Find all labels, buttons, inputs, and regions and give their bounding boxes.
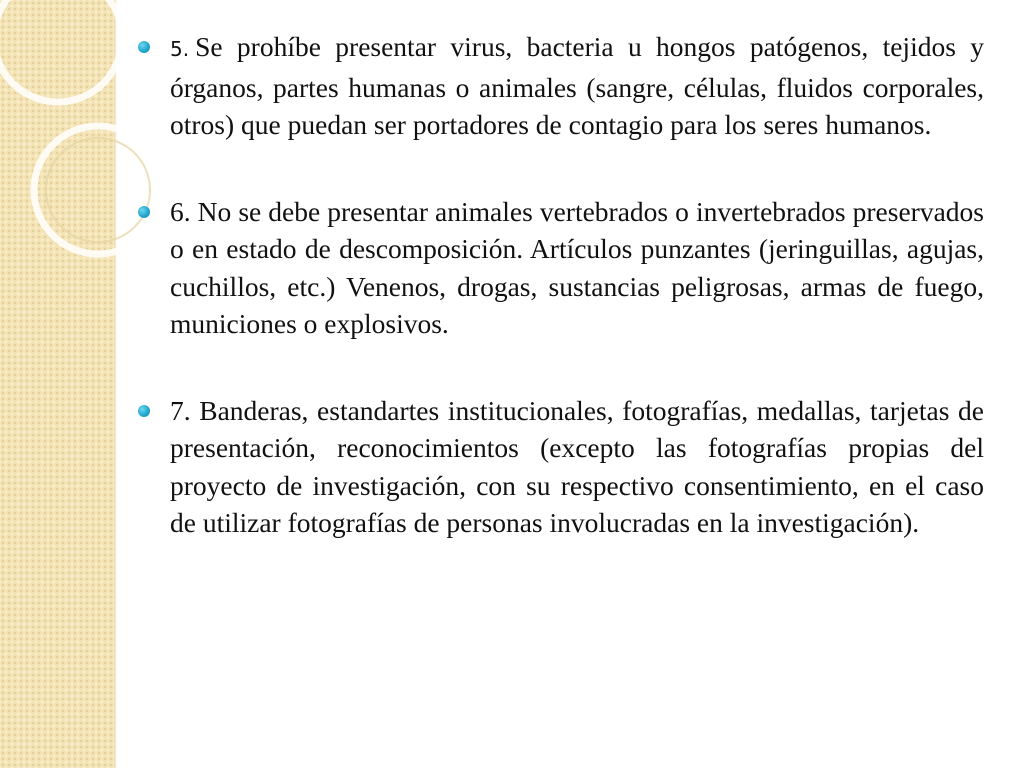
list-item-5 [138,28,984,144]
item-text: Se prohíbe presentar virus, bacteria u hongos patógenos, tejidos y órganos, partes humanas o animales (sangre, células, fluidos corporales, otros) que puedan ser portadores de contagio para los seres humanos. [170,31,984,140]
decorative-ring-large [0,0,122,102]
decorative-rings [0,0,140,300]
slide-content [138,28,984,542]
item-text: 7. Banderas, estandartes institucionales, fotografías, medallas, tarjetas de presentación, reconocimientos (excepto las fotografías propias del proyecto de investigación, con su respectivo consentimiento, en el caso de utilizar fotografías de personas involucradas en la investigación). [170,394,984,538]
item-text: 6. No se debe presentar animales vertebrados o invertebrados preservados o en estado de descomposición. Artículos punzantes (jeringuillas, agujas, cuchillos, etc.) Venenos, drogas, sustancias peligrosas, armas de fuego, municiones o explosivos. [170,195,984,339]
item-number: 5. [170,37,190,61]
bullet-dot-icon [138,41,150,53]
list-item-6 [138,193,984,343]
bullet-dot-icon [138,405,150,417]
decorative-ring-inner [46,138,150,242]
list-item-7 [138,392,984,542]
bullet-dot-icon [138,206,150,218]
